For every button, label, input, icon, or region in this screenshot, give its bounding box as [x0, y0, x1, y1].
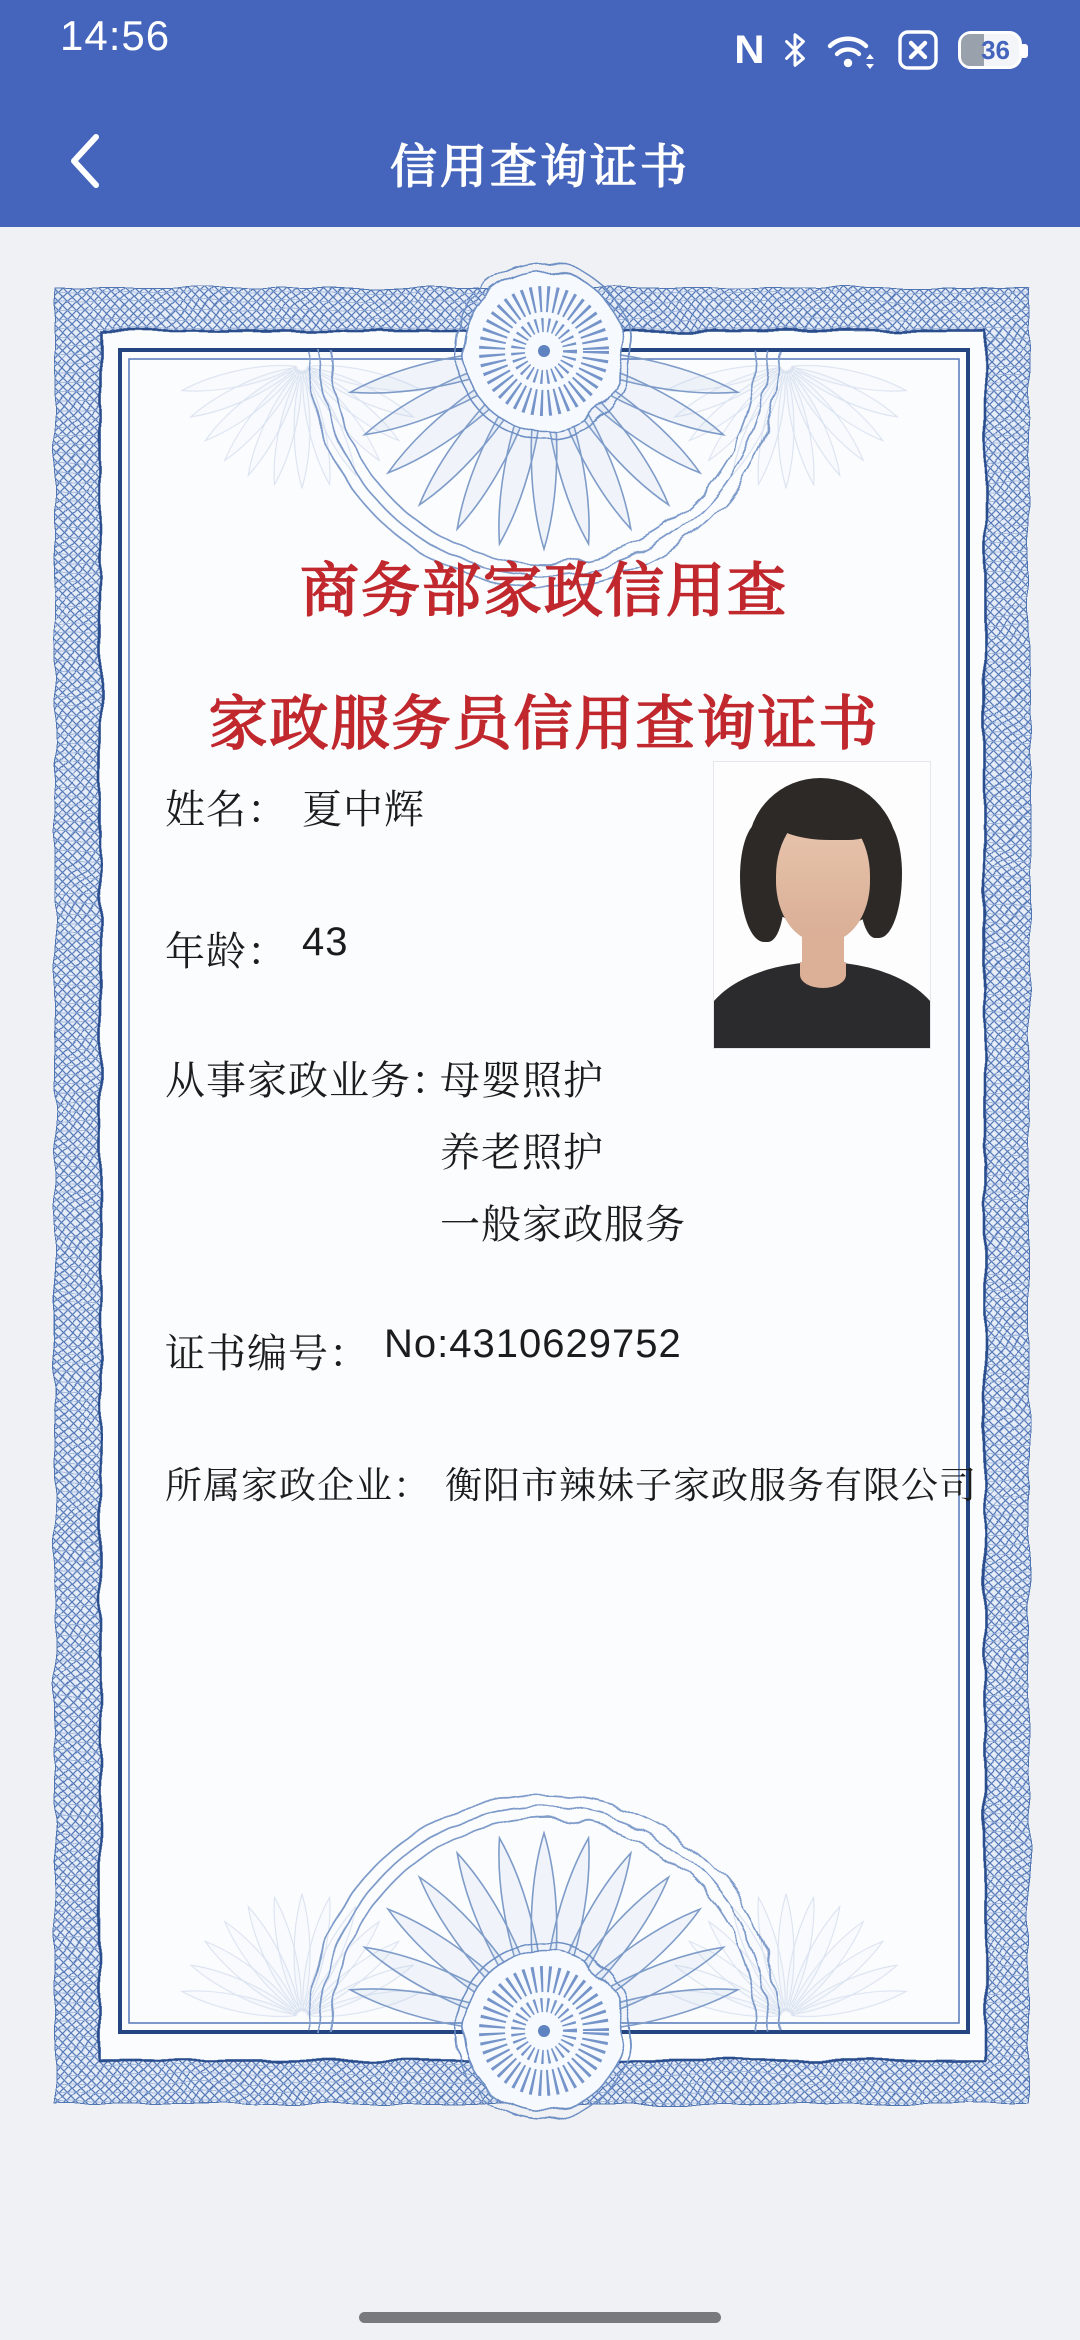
business-item: 母婴照护 — [440, 1059, 604, 1103]
business-item: 养老照护 — [440, 1131, 604, 1175]
age-label: 年龄： — [165, 930, 288, 974]
company-label: 所属家政企业： — [165, 1465, 431, 1506]
age-value: 43 — [302, 920, 349, 964]
name-label: 姓名： — [165, 788, 288, 832]
business-item: 一般家政服务 — [440, 1203, 686, 1247]
portrait-photo — [714, 762, 930, 1048]
business-label: 从事家政业务： — [165, 1059, 452, 1103]
certificate-title-line1: 商务部家政信用查 — [299, 558, 788, 624]
page-title: 信用查询证书 — [390, 140, 690, 193]
status-icons — [735, 26, 1022, 74]
bluetooth-icon — [782, 31, 808, 69]
field-cert-no — [165, 1322, 682, 1379]
battery-percent-label: 36 — [981, 34, 1010, 65]
field-company — [165, 1455, 977, 1509]
certificate-title-line2: 家政服务员信用查询证书 — [208, 691, 880, 757]
home-indicator[interactable] — [359, 2312, 721, 2323]
field-age — [165, 920, 349, 977]
field-name — [165, 778, 425, 835]
app-bar — [0, 0, 1080, 227]
field-business — [165, 1049, 452, 1106]
nfc-icon: N — [734, 28, 765, 72]
name-value: 夏中辉 — [302, 788, 425, 832]
sim-missing-icon — [896, 28, 940, 72]
battery-nub — [1022, 44, 1028, 58]
cert-no-label: 证书编号： — [165, 1332, 370, 1376]
portrait-neckline — [800, 962, 846, 988]
wifi-icon — [826, 28, 878, 72]
cert-no-value: No:4310629752 — [384, 1322, 682, 1366]
company-value: 衡阳市辣妹子家政服务有限公司 — [445, 1465, 977, 1506]
battery-indicator — [958, 31, 1022, 69]
status-time: 14:56 — [60, 12, 171, 59]
